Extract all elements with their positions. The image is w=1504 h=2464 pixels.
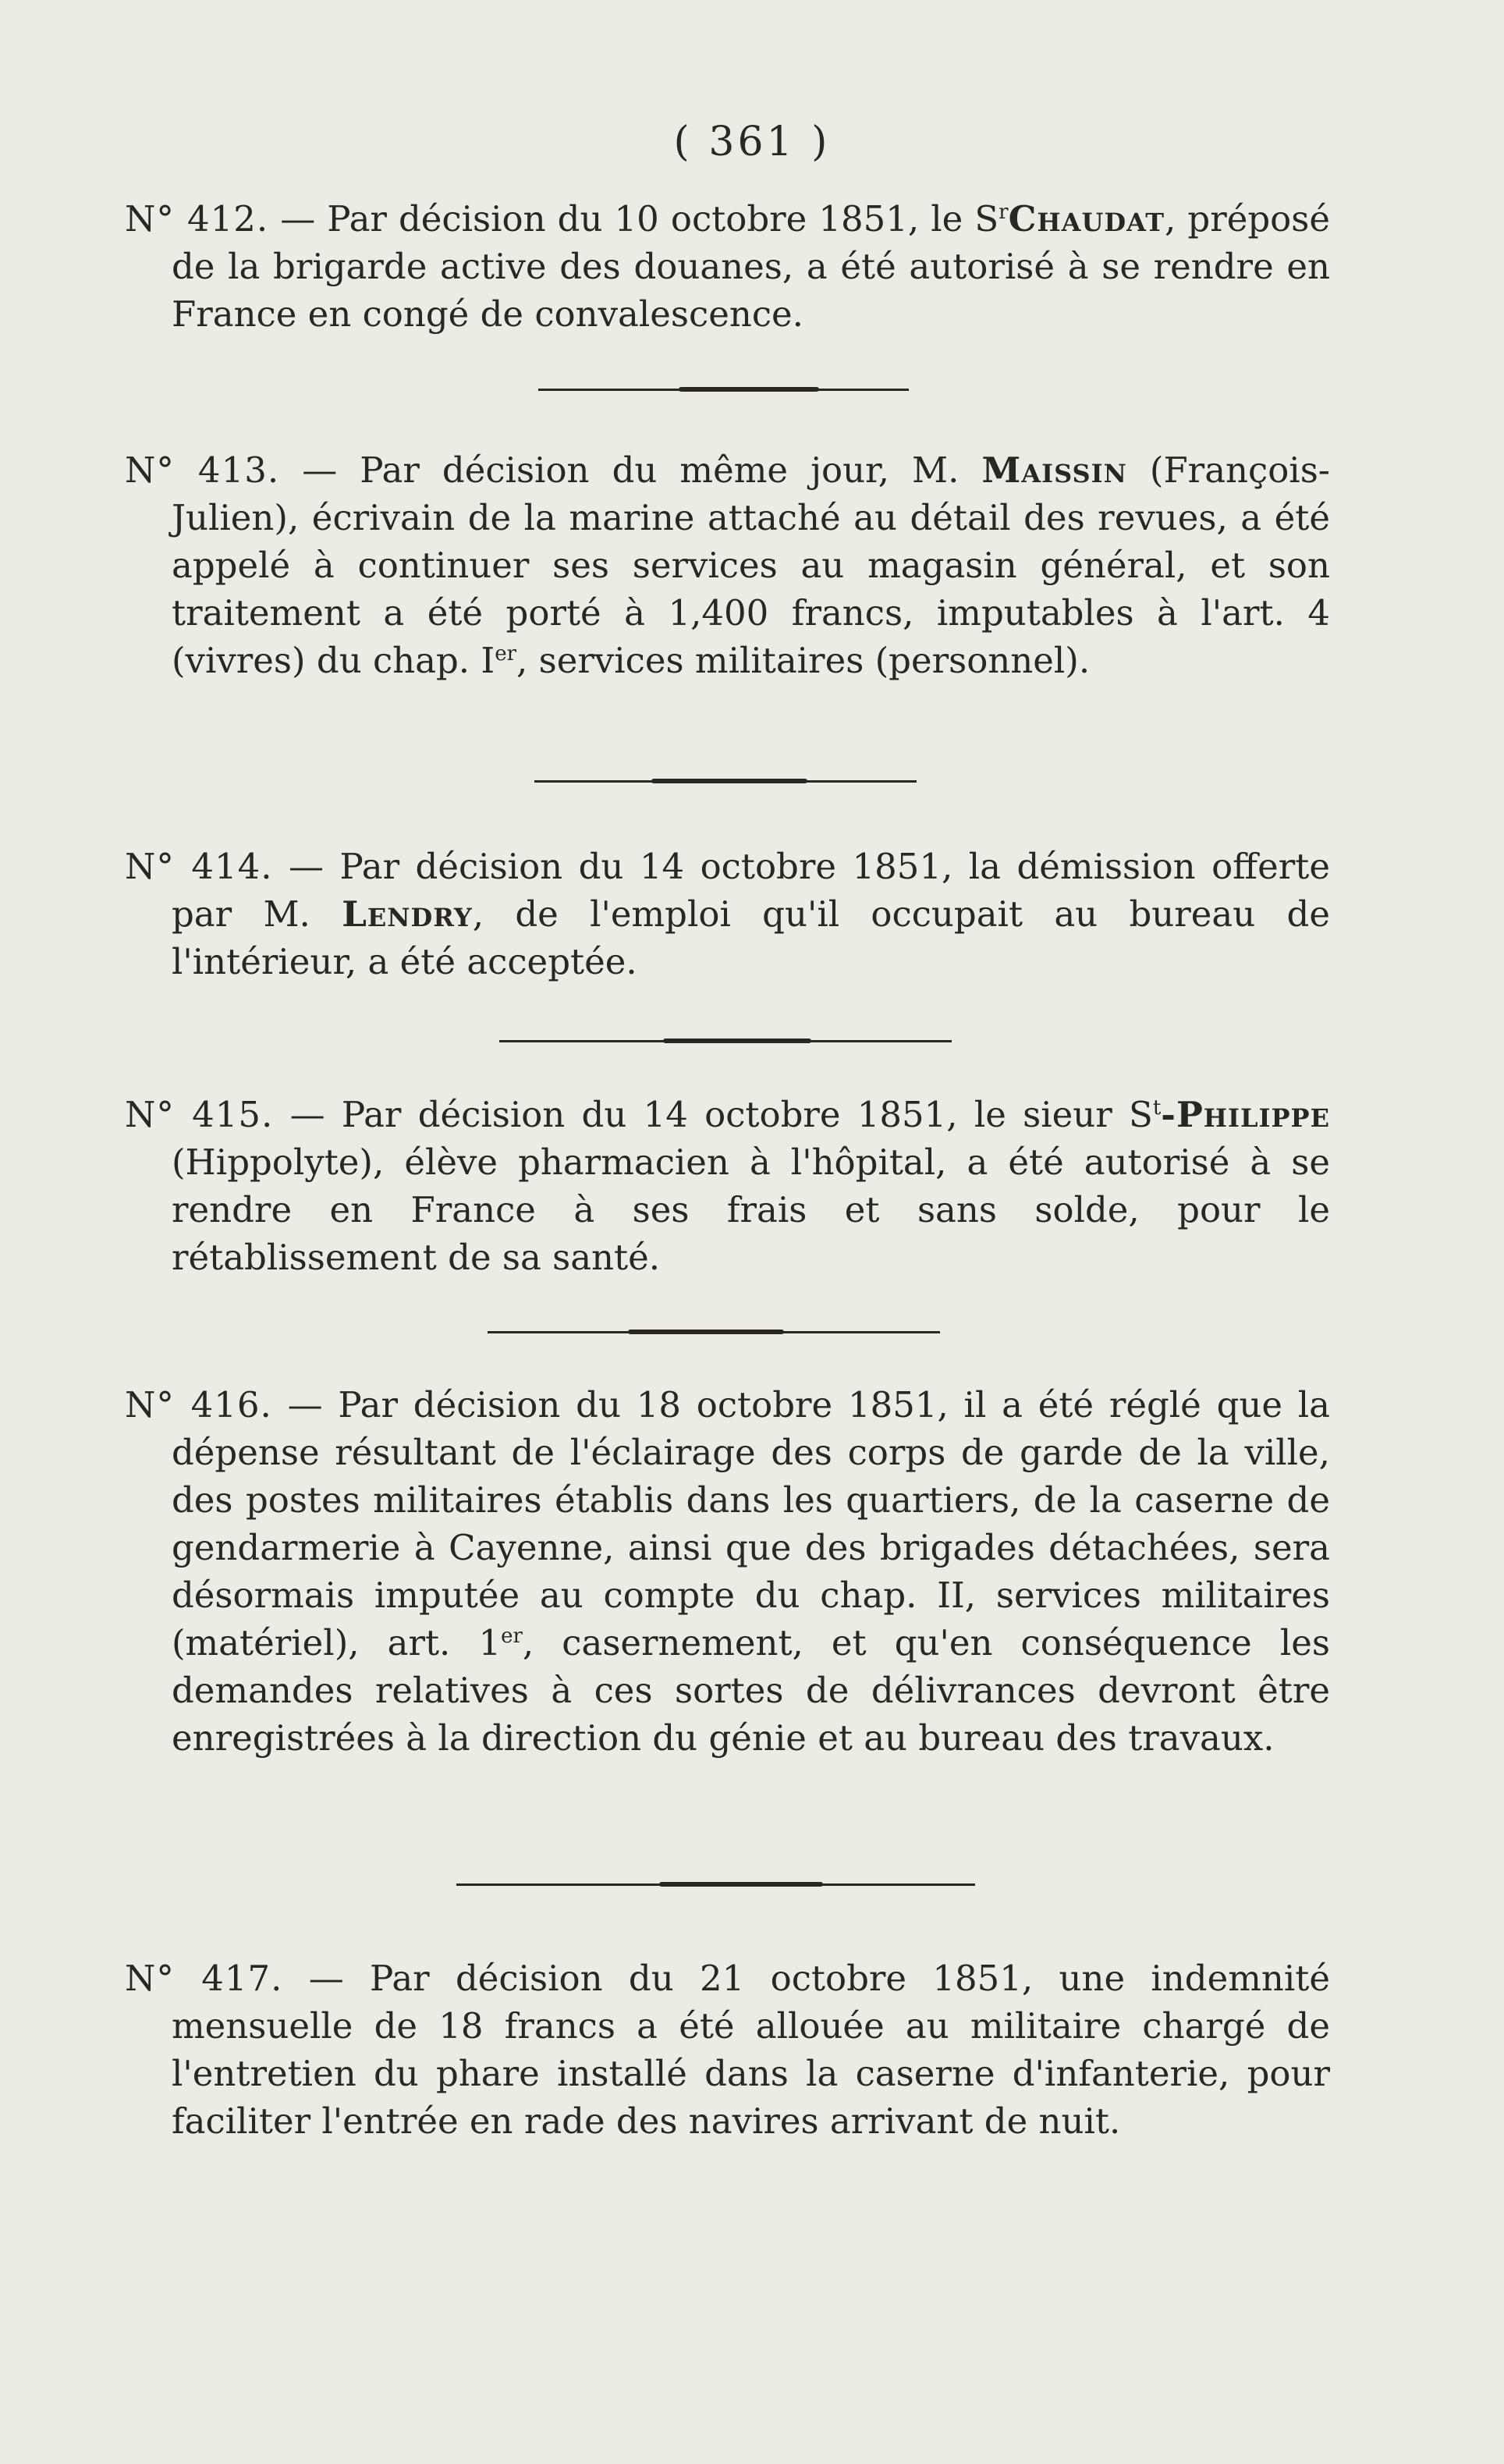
entry-text: — Par décision du même jour, M. xyxy=(302,449,960,491)
entry-414 xyxy=(125,843,1330,985)
entry-412 xyxy=(125,195,1330,338)
entry-number: N° 413. xyxy=(125,449,280,491)
entry-417-paragraph xyxy=(125,1955,1330,2145)
entry-text: , préposé de la brigarde active des douanes, a été autorisé à se rendre en France en congé de convalescence. xyxy=(172,198,1330,335)
superscript: r xyxy=(999,201,1009,224)
divider-swell xyxy=(628,1330,784,1334)
person-name: Chaudat xyxy=(1008,198,1165,240)
entry-number: N° 412. xyxy=(125,198,269,240)
section-divider xyxy=(456,1884,975,1886)
entry-text: , de l'emploi qu'il occupait au bureau de l'intérieur, a été acceptée. xyxy=(172,893,1330,982)
section-divider xyxy=(488,1331,940,1333)
section-divider xyxy=(534,780,917,783)
entry-415-paragraph xyxy=(125,1091,1330,1281)
entry-number: N° 416. xyxy=(125,1384,272,1425)
entry-number: N° 415. xyxy=(125,1094,274,1135)
entry-text: — Par décision du 21 octobre 1851, une indemnité mensuelle de 18 francs a été allouée au militaire chargé de l'entretien du phare installé dans la caserne d'infanterie, pour faciliter l'entrée en rade des navires arrivant de nuit. xyxy=(172,1958,1330,2142)
entry-413 xyxy=(125,446,1330,684)
superscript: er xyxy=(501,1624,523,1648)
entry-text: , casernement, et qu'en conséquence les demandes relatives à ces sortes de délivrances devront être enregistrées à la direction du génie et au bureau des travaux. xyxy=(172,1622,1330,1759)
section-divider xyxy=(499,1040,952,1042)
entry-text: , services militaires (personnel). xyxy=(516,640,1091,681)
entry-text: (François-Julien), écrivain de la marine attaché au détail des revues, a été appelé à continuer ses services au magasin général, et son traitement a été porté à 1,400 francs, imputables à l'art. 4 (vivres) du chap. I xyxy=(172,449,1330,681)
entry-text: — Par décision du 18 octobre 1851, il a été réglé que la dépense résultant de l'éclairage des corps de garde de la ville, des postes militaires établis dans les quartiers, de la caserne de gendarmerie à Cayenne, ainsi que des brigades détachées, sera désormais imputée au compte du chap. II, services militaires (matériel), art. 1 xyxy=(172,1384,1331,1663)
entry-number: N° 417. xyxy=(125,1958,283,1999)
divider-swell xyxy=(651,779,807,783)
entry-text: (Hippolyte), élève pharmacien à l'hôpital, a été autorisé à se rendre en France à ses frais et sans solde, pour le rétablissement de sa santé. xyxy=(172,1141,1330,1278)
divider-swell xyxy=(663,1039,811,1043)
page-number: ( 361 ) xyxy=(673,119,831,165)
entry-text: — Par décision du 14 octobre 1851, le sieur S xyxy=(289,1094,1153,1135)
entry-415 xyxy=(125,1091,1330,1281)
person-name: -Philippe xyxy=(1161,1094,1330,1135)
person-name: Lendry xyxy=(342,893,473,935)
divider-swell xyxy=(659,1882,823,1887)
divider-swell xyxy=(679,387,819,392)
entry-412-paragraph xyxy=(125,195,1330,338)
superscript: er xyxy=(495,642,517,666)
section-divider xyxy=(538,389,909,391)
person-name: Maissin xyxy=(981,449,1127,491)
entry-text: — Par décision du 10 octobre 1851, le S xyxy=(280,198,999,240)
entry-414-paragraph xyxy=(125,843,1330,985)
entry-416 xyxy=(125,1381,1330,1762)
entry-413-paragraph xyxy=(125,446,1330,684)
entry-text: — Par décision du 14 octobre 1851, la démission offerte par M. xyxy=(172,846,1330,935)
entry-number: N° 414. xyxy=(125,846,273,887)
superscript: t xyxy=(1152,1096,1162,1120)
entry-417 xyxy=(125,1955,1330,2145)
entry-416-paragraph xyxy=(125,1381,1330,1762)
